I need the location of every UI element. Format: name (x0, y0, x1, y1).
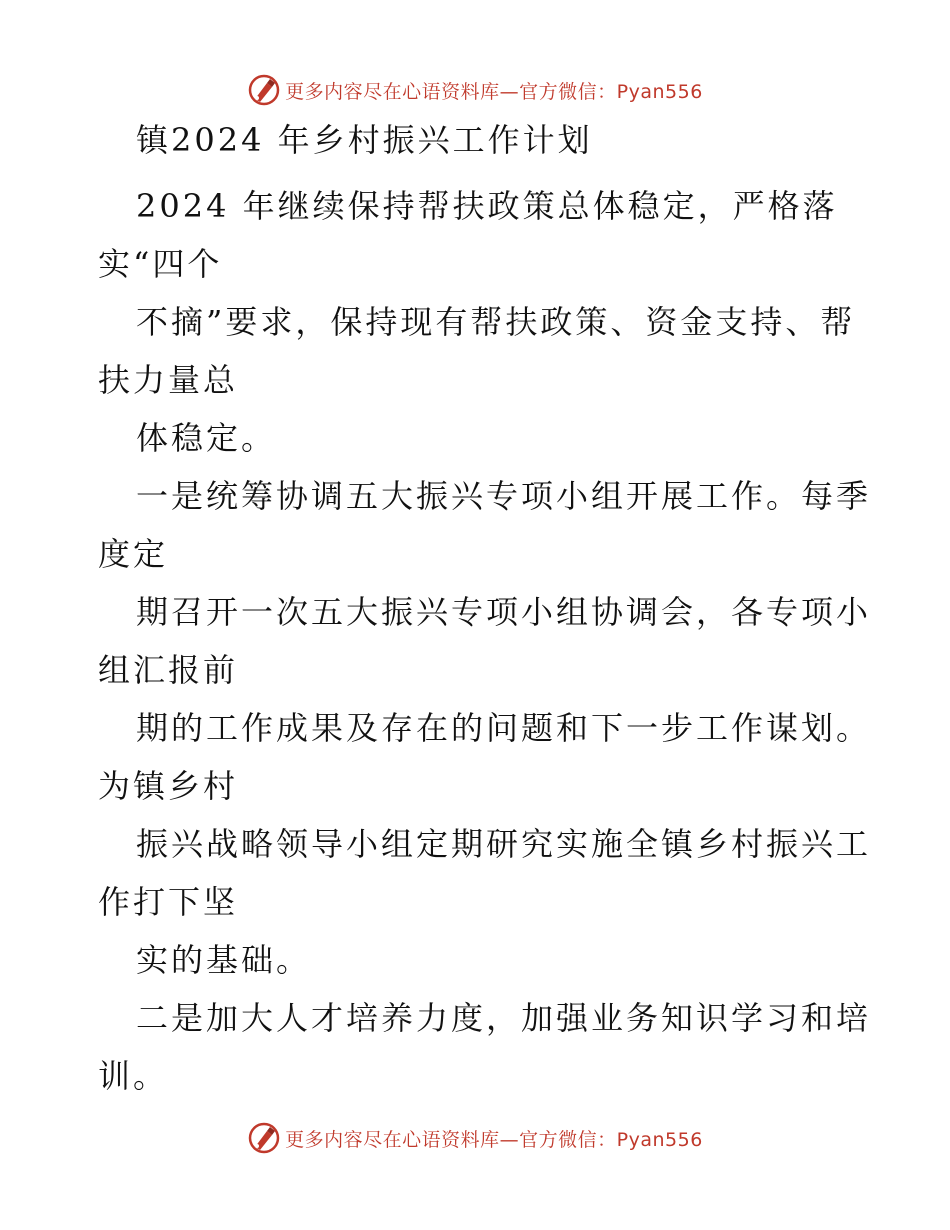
paragraph-line: 实的基础。 (136, 941, 312, 979)
paragraph-line: 体稳定。 (136, 419, 277, 457)
watermark-text: 更多内容尽在心语资料库—官方微信：Pyan556 (285, 1128, 703, 1151)
header-watermark (0, 70, 950, 110)
paragraph-line: 二是加大人才培养力度，加强业务知识学习和培 (136, 999, 872, 1037)
footer-watermark (0, 1118, 950, 1158)
paragraph-line: 期的工作成果及存在的问题和下一步工作谋划。 (136, 709, 872, 747)
watermark-text: 更多内容尽在心语资料库—官方微信：Pyan556 (285, 80, 703, 103)
paragraph-line: 期召开一次五大振兴专项小组协调会，各专项小 (136, 593, 872, 631)
paragraph-line: 训。 (98, 1057, 169, 1095)
paragraph-line: 组汇报前 (98, 651, 239, 689)
paragraph-line: 不摘”要求，保持现有帮扶政策、资金支持、帮 (136, 303, 856, 341)
paragraph-line: 扶力量总 (98, 361, 239, 399)
paragraph-line: 为镇乡村 (98, 767, 239, 805)
paragraph-line: 度定 (98, 535, 169, 573)
document-title: 镇2024 年乡村振兴工作计划 (136, 121, 593, 159)
pen-logo-icon (247, 1121, 281, 1155)
pen-logo-icon (247, 73, 281, 107)
paragraph-line: 振兴战略领导小组定期研究实施全镇乡村振兴工 (136, 825, 872, 863)
paragraph-line: 作打下坚 (98, 883, 239, 921)
paragraph-line: 实“四个 (98, 245, 223, 283)
paragraph-line: 一是统筹协调五大振兴专项小组开展工作。每季 (136, 477, 872, 515)
paragraph-line: 2024 年继续保持帮扶政策总体稳定，严格落 (136, 187, 838, 225)
